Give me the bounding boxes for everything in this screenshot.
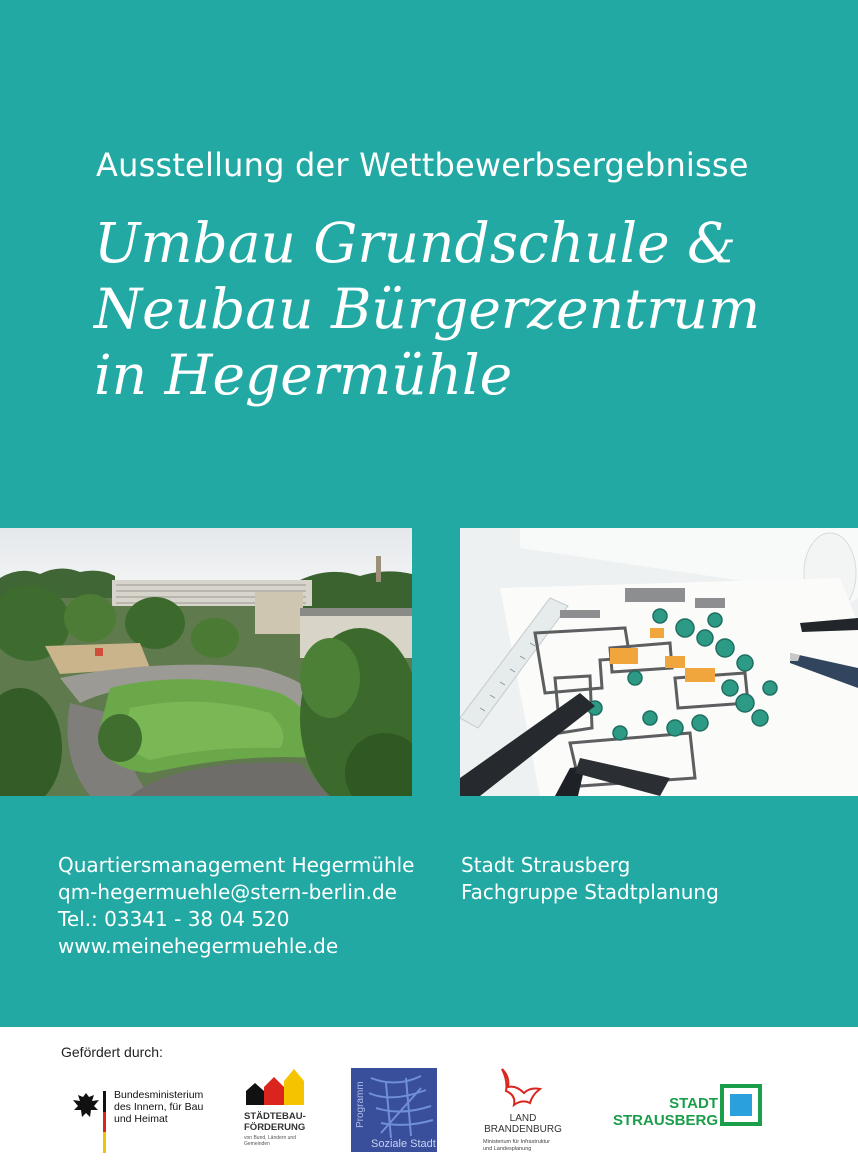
school-grounds-photo xyxy=(0,528,412,796)
soziale-stadt-emblem xyxy=(351,1068,437,1152)
sponsor-footer xyxy=(0,1027,858,1165)
soziale-stadt-logo xyxy=(351,1068,437,1152)
programm-label: Programm xyxy=(355,1081,366,1128)
land-ministry-text: Ministerium für Infrastruktur und Landesplanung xyxy=(483,1139,550,1152)
stadt-strausberg-wordmark: STADT STRAUSBERG xyxy=(612,1095,718,1129)
staedtebau-subtitle: von Bund, Ländern und Gemeinden xyxy=(244,1135,296,1147)
title-line-2: Neubau Bürgerzentrum xyxy=(94,277,761,341)
funded-by-label: Gefördert durch: xyxy=(61,1044,163,1060)
contact-stadt-strausberg xyxy=(461,852,719,906)
contact-department: Fachgruppe Stadtplanung xyxy=(461,880,719,904)
bmi-logo xyxy=(72,1089,212,1155)
land-brandenburg-logo xyxy=(482,1063,572,1159)
contact-quartiersmanagement xyxy=(58,852,414,960)
land-brandenburg-title: LAND BRANDENBURG xyxy=(484,1113,562,1135)
exhibition-subtitle: Ausstellung der Wettbewerbsergebnisse xyxy=(96,146,749,184)
title-line-3: in Hegermühle xyxy=(94,343,513,407)
brandenburg-eagle-icon xyxy=(496,1065,546,1111)
contact-phone: Tel.: 03341 - 38 04 520 xyxy=(58,907,290,931)
flag-bar xyxy=(103,1091,106,1153)
plan-drawing-photo xyxy=(460,528,858,796)
federal-eagle-icon xyxy=(72,1091,100,1121)
title-line-1: Umbau Grundschule & xyxy=(94,211,737,275)
staedtebau-title: STÄDTEBAU- FÖRDERUNG xyxy=(244,1111,306,1133)
poster-title xyxy=(94,210,760,408)
strausberg-square-icon xyxy=(720,1084,762,1126)
contact-website[interactable]: www.meinehegermuehle.de xyxy=(58,934,339,958)
staedtebaufoerderung-logo xyxy=(242,1067,322,1159)
contact-org: Quartiersmanagement Hegermühle xyxy=(58,853,415,877)
houses-icon xyxy=(244,1067,308,1107)
contact-city: Stadt Strausberg xyxy=(461,853,631,877)
contact-email[interactable]: qm-hegermuehle@stern-berlin.de xyxy=(58,880,397,904)
bmi-logo-text: Bundesministerium des Innern, für Bau und Heimat xyxy=(114,1089,204,1125)
soziale-stadt-label: Soziale Stadt xyxy=(371,1138,436,1150)
stadt-strausberg-logo xyxy=(610,1083,770,1137)
